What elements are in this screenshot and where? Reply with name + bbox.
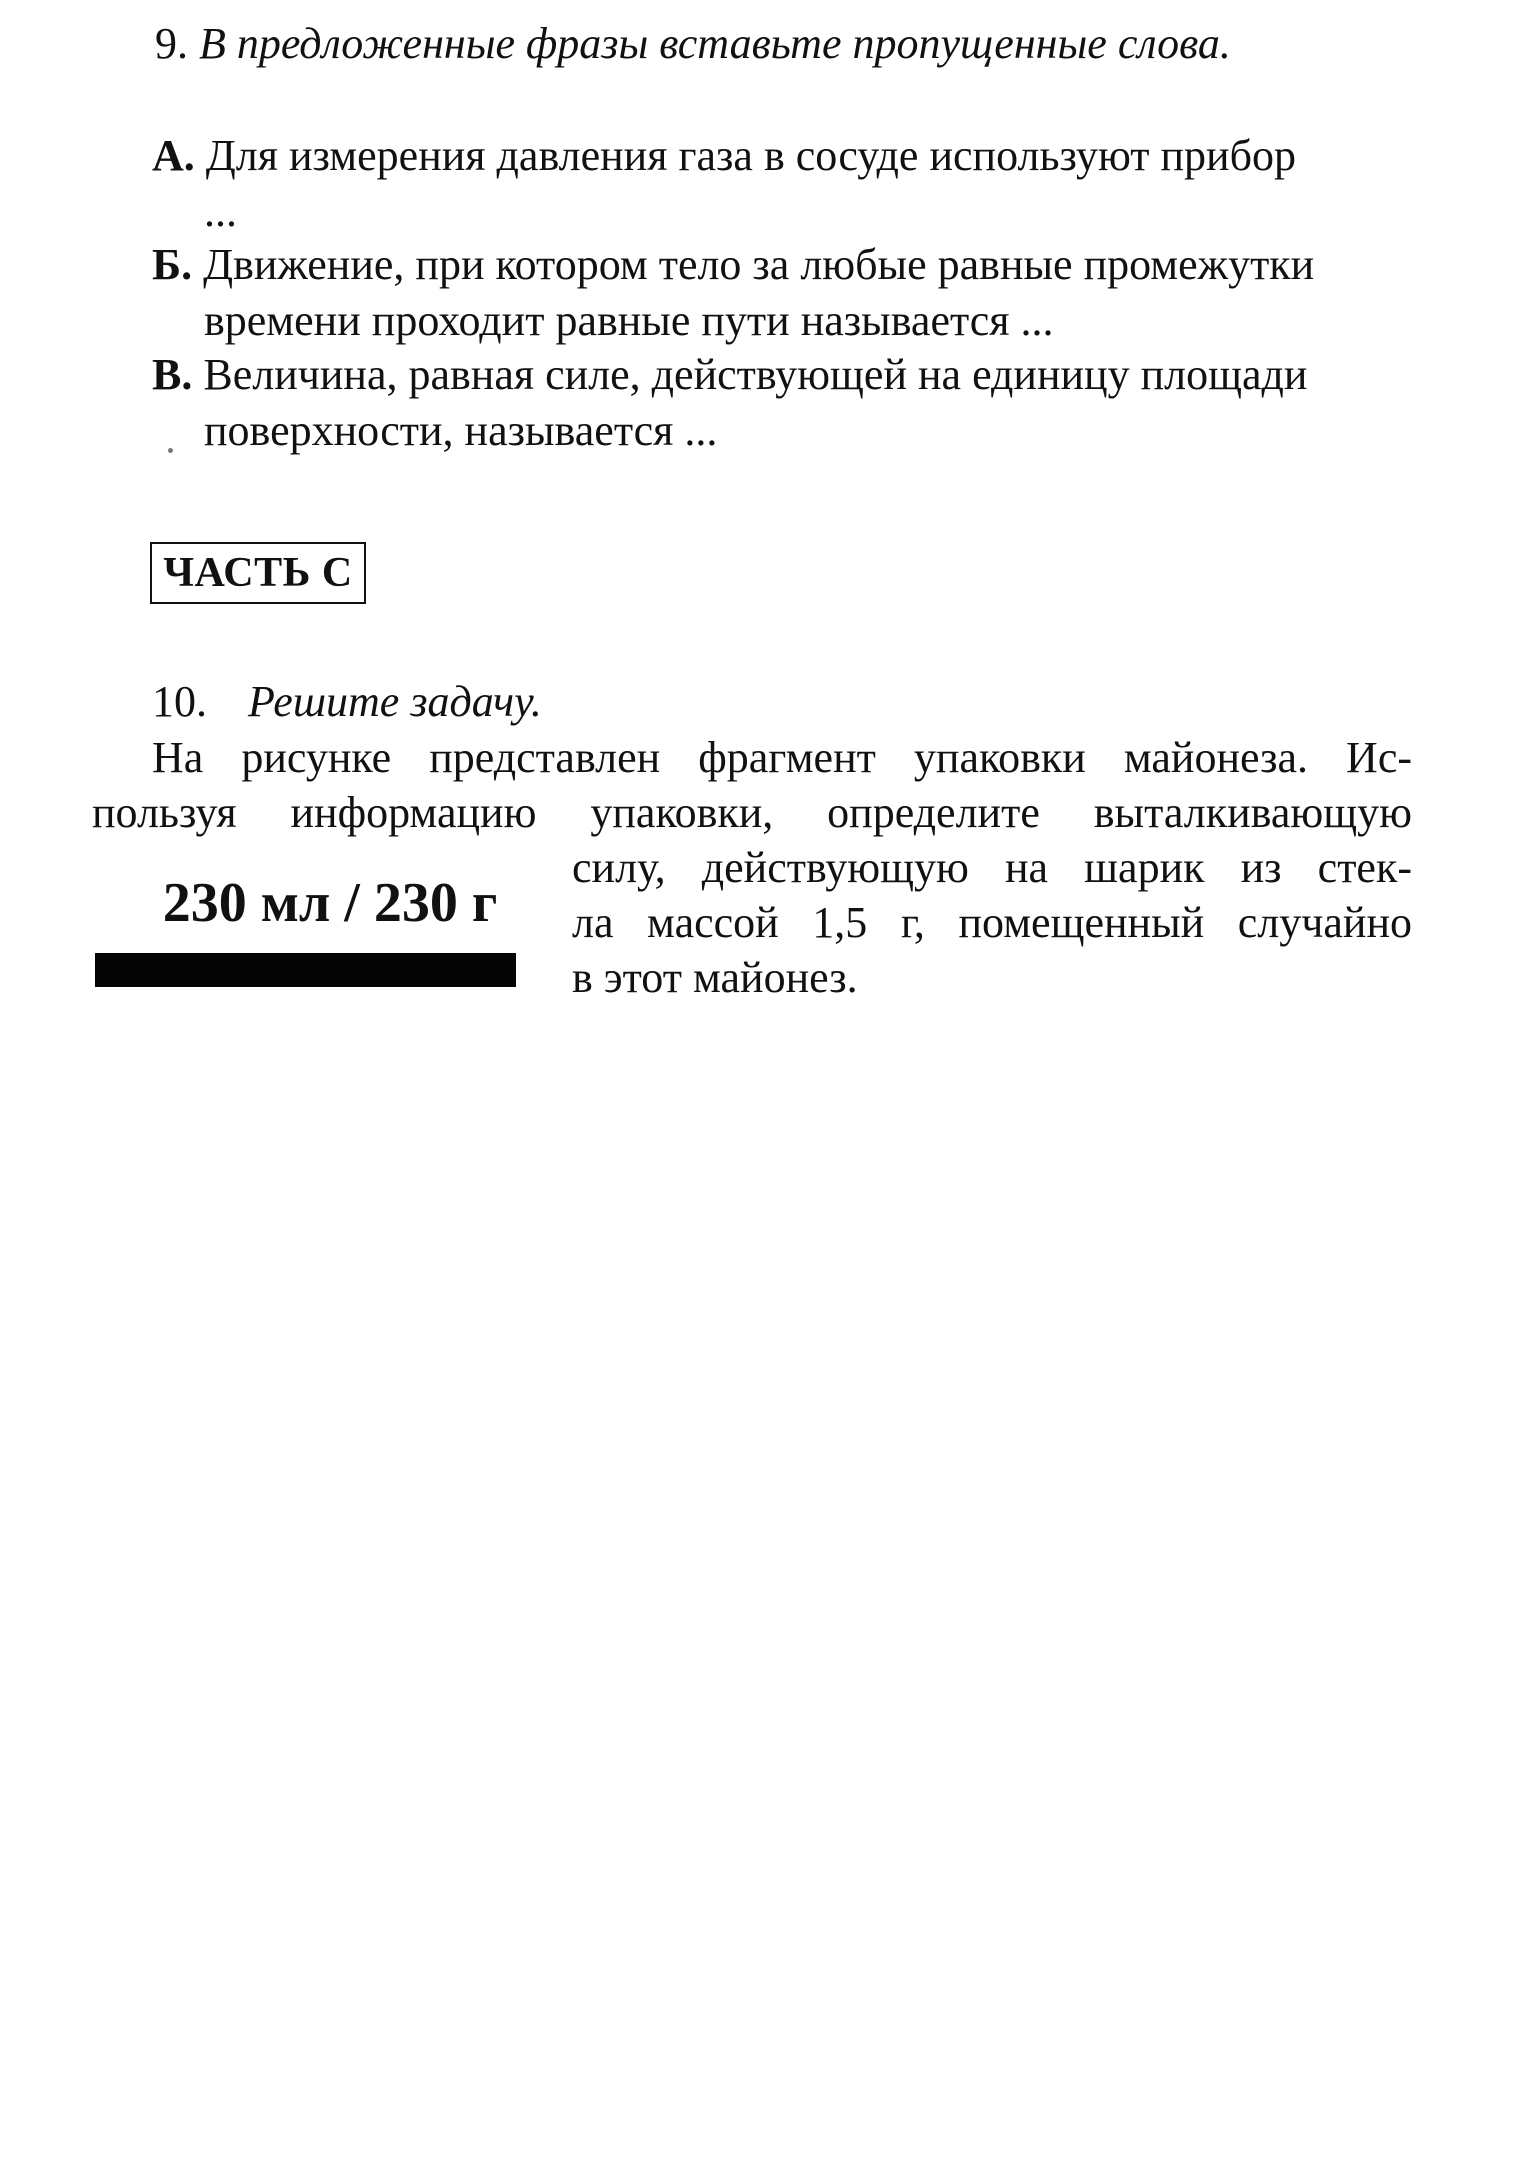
item-text: Движение, при котором тело за любые равные промежутки <box>203 240 1315 289</box>
question-10-task: Решите задачу. <box>248 677 542 726</box>
question-10-text-line: в этот майонез. <box>572 953 858 1002</box>
question-9-number: 9. <box>155 19 188 68</box>
item-letter: В. <box>152 350 193 399</box>
item-letter: Б. <box>152 240 193 289</box>
question-10-text-line: пользуя информацию упаковки, определите выталкивающую <box>92 788 1412 837</box>
package-volume-mass-label: 230 мл / 230 г <box>162 872 498 934</box>
question-9-heading <box>155 14 1231 74</box>
item-text-continuation: ... <box>204 187 237 236</box>
question-9-item-a <box>152 128 1412 240</box>
question-10-text-line: На рисунке представлен фрагмент упаковки майонеза. Ис- <box>152 733 1412 782</box>
question-9-task: В предложенные фразы вставьте пропущенные слова. <box>199 19 1231 68</box>
question-10-heading <box>152 672 542 732</box>
item-text: Величина, равная силе, действующей на единицу площади <box>203 350 1308 399</box>
item-text: Для измерения давления газа в сосуде используют прибор <box>205 131 1296 180</box>
question-10-text-line: силу, действующую на шарик из стек- <box>572 843 1412 892</box>
scan-speck <box>168 448 173 453</box>
item-text-continuation: времени проходит равные пути называется ... <box>204 296 1054 345</box>
item-text-continuation: поверхности, называется ... <box>204 406 718 455</box>
package-black-bar <box>95 953 516 987</box>
question-9-item-c <box>152 347 1412 459</box>
question-9-item-b <box>152 237 1412 349</box>
section-heading-box: ЧАСТЬ С <box>150 542 366 604</box>
question-10-text-line: ла массой 1,5 г, помещенный случайно <box>572 898 1412 947</box>
question-10-number: 10. <box>152 677 207 726</box>
item-letter: А. <box>152 131 195 180</box>
